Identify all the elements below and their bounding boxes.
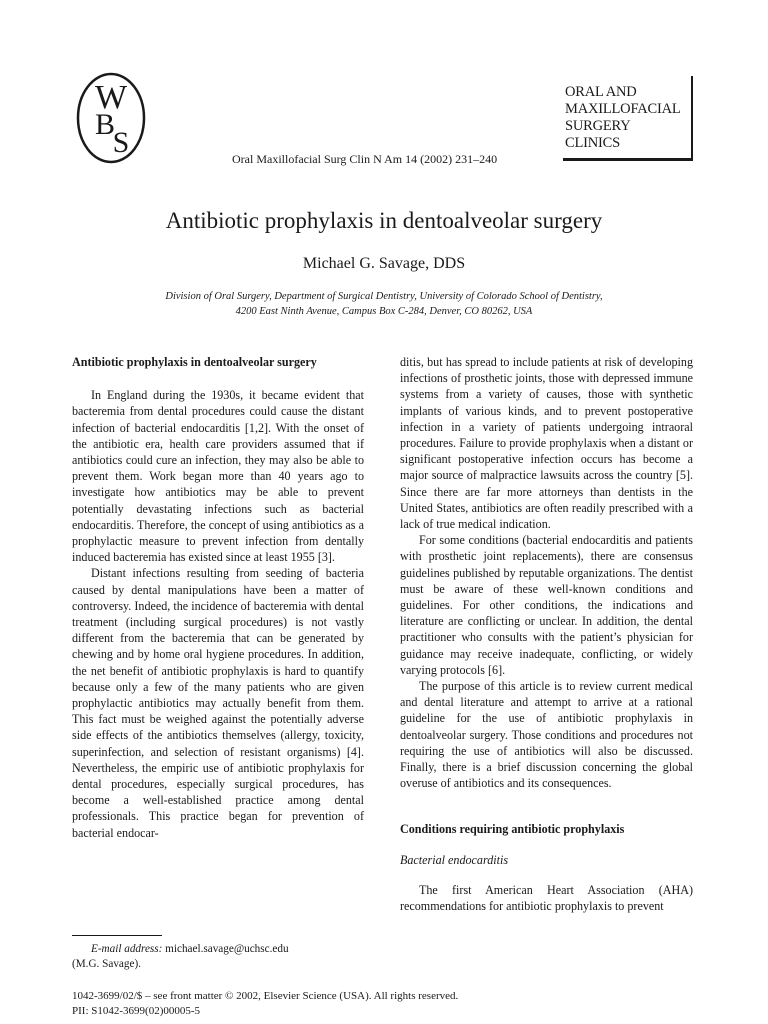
journal-name-box [563,76,693,161]
article-title: Antibiotic prophylaxis in dentoalveolar surgery [165,208,603,233]
logo-letter-w: W [94,79,128,116]
journal-name-line: SURGERY [565,118,631,134]
copyright-notice: 1042-3699/02/$ – see front matter © 2002, Elsevier Science (USA). All rights reserved. [72,990,459,1002]
body-paragraph: In England during the 1930s, it became evident that bacteremia from dental procedures could cause the distant infection of bacterial endocarditis [1,2]. With the onset of the antibiotic era, health care providers assumed that if antibiotics could cure an infection, they may also be able to prevent them. Work began more than 40 years ago to investigate how antibiotics may be able to prevent potentially devastating infections such as bacterial endocarditis. Therefore, the concept of using antibiotics as a prophylactic measure to prevent infection from dentally induced bacteremia has existed since at least 1955 [3]. [72,388,364,565]
journal-name-line: ORAL AND [565,84,637,100]
journal-citation: Oral Maxillofacial Surg Clin N Am 14 (2002) 231–240 [232,152,498,166]
wbs-logo-graphic [76,72,146,164]
publisher-logo [76,72,146,164]
footnote-divider [72,935,162,936]
affiliation-line-2: 4200 East Ninth Avenue, Campus Box C-284, Denver, CO 80262, USA [235,305,533,317]
body-column-left [72,354,364,841]
body-paragraph: For some conditions (bacterial endocarditis and patients with prosthetic joint replacements), there are consensus guidelines published by reputable organizations. The dentist must be aware of these well-known conditions and guidelines. For other conditions, the indications and literature are conflicting or unclear. In addition, the dental practitioner who consults with the patient’s physician for guidance may receive inadequate, conflicting, or widely varying protocols [6]. [400,533,693,677]
body-paragraph: The first American Heart Association (AHA) recommendations for antibiotic prophylaxis to prevent [400,882,693,914]
email-label: E-mail address: [91,943,163,955]
section-heading: Antibiotic prophylaxis in dentoalveolar surgery [72,355,317,369]
article-author: Michael G. Savage, DDS [302,255,466,272]
subsection-heading: Bacterial endocarditis [400,852,509,867]
body-paragraph: The purpose of this article is to review current medical and dental literature and attempt to arrive at a rational guideline for the use of antibiotic prophylaxis in dentoalveolar surgery. Those conditions and procedures not requiring the use of antibiotics will also be discussed. Finally, there is a brief discussion concerning the global overuse of antibiotics and its consequences. [400,679,693,791]
logo-letter-b: B [94,108,116,141]
author-footnote [72,942,364,972]
logo-letter-s: S [112,126,130,159]
pii-identifier: PII: S1042-3699(02)00005-5 [72,1005,201,1017]
body-column-right [400,354,693,914]
journal-name-line: MAXILLOFACIAL [565,101,681,117]
copyright-block [72,989,458,1019]
body-paragraph: Distant infections resulting from seeding of bacteria caused by dental manipulations have been a matter of controversy. Indeed, the incidence of bacteremia with dental treatment (including surgical procedures) is not vastly different from the bacteremia that can be generated by chewing and by home oral hygiene procedures. In addition, the net benefit of antibiotic prophylaxis is hard to quantify because only a few of the many patients who are given prophylactic antibiotics may actually benefit from them. This fact must be weighed against the potentially adverse side effects of the antibiotics themselves (allergy, toxicity, superinfection, and selection of resistant organisms) [4]. Nevertheless, the empiric use of antibiotic prophylaxis for dental procedures, especially surgical procedures, has become a well-established practice among dental professionals. This practice began for prevention of bacterial endocar- [72,566,364,840]
section-heading: Conditions requiring antibiotic prophylaxis [400,822,625,837]
affiliation-line-1: Division of Oral Surgery, Department of Surgical Dentistry, University of Colorado School of Dentistry, [165,291,603,302]
footnote-author-name: (M.G. Savage). [72,958,141,970]
author-email-link[interactable]: michael.savage@uchsc.edu [165,943,289,955]
author-affiliation [100,290,668,319]
journal-name-line: CLINICS [565,135,620,151]
body-paragraph-continued: ditis, but has spread to include patients at risk of developing infections of prosthetic joints, those with depressed immune systems from a variety of causes, those with synthetic implants of various kinds, and to prevent postoperative infection in a variety of patients undergoing intraoral procedures. Failure to provide prophylaxis when a distant or significant postoperative infection occurs has become a major source of malpractice lawsuits across the country [5]. Since there are far more attorneys than dentists in the United States, antibiotics are often readily prescribed with a lack of true medical indication. [400,355,693,532]
